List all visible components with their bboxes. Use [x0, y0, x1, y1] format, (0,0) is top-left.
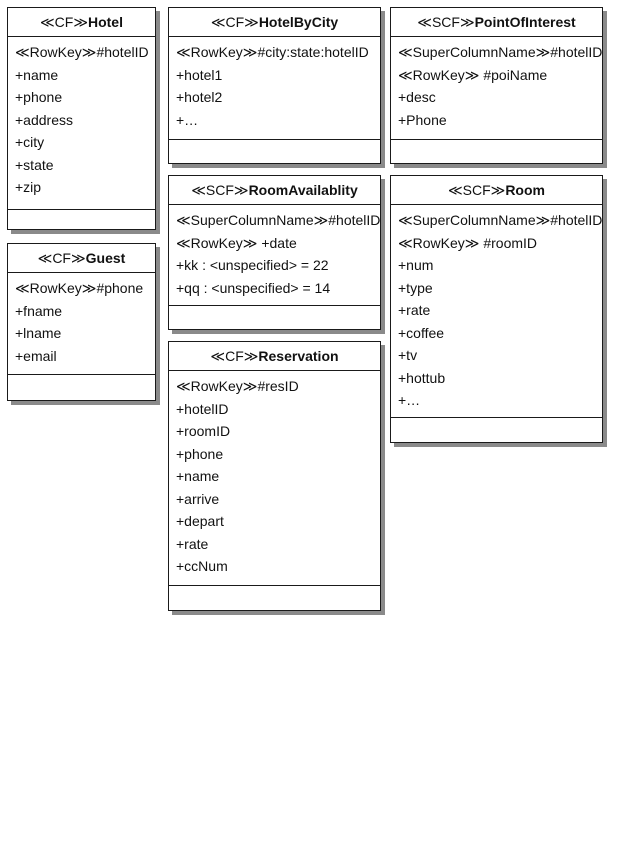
- class-box-pointofinterest: [390, 7, 603, 164]
- attribute-list-roomavailablity: [169, 205, 380, 306]
- attribute: +name: [176, 468, 220, 484]
- class-name: Room: [505, 182, 545, 198]
- class-box-reservation: [168, 341, 381, 611]
- attribute: +ccNum: [176, 558, 228, 574]
- attribute: +email: [15, 347, 57, 364]
- attribute-list-hotelbycity: [169, 37, 380, 140]
- operations-compartment: [8, 375, 155, 531]
- attribute: +qq : <unspecified> = 14: [176, 279, 331, 296]
- attribute: +roomID: [176, 423, 231, 439]
- attribute: ≪RowKey≫#resID: [176, 378, 299, 394]
- attribute-list-hotel: [8, 37, 155, 210]
- attribute: +depart: [176, 513, 224, 529]
- stereotype-label: ≪CF≫: [37, 250, 86, 266]
- class-box-hotel: [7, 7, 156, 230]
- attribute: +desc: [398, 89, 436, 105]
- attribute-list-room: [391, 205, 602, 418]
- class-box-room: [390, 175, 603, 443]
- class-name: Reservation: [258, 348, 339, 364]
- attribute: ≪RowKey≫#city:state:hotelID: [176, 44, 369, 60]
- stereotype-label: ≪CF≫: [40, 14, 88, 30]
- attribute: +…: [398, 392, 421, 408]
- class-title-hotelbycity: [169, 8, 380, 37]
- attribute: +name: [15, 66, 59, 83]
- attribute: +rate: [176, 535, 209, 552]
- attribute: +…: [176, 111, 199, 128]
- attribute: ≪RowKey≫ #roomID: [398, 234, 538, 251]
- attribute: ≪RowKey≫#hotelID: [15, 44, 149, 60]
- attribute: ≪SuperColumnName≫#hotelID: [176, 212, 380, 228]
- class-title-pointofinterest: [391, 8, 602, 37]
- stereotype-label: ≪CF≫: [210, 14, 259, 30]
- attribute-list-reservation: [169, 371, 380, 586]
- class-box-roomavailablity: [168, 175, 381, 330]
- attribute: +state: [15, 156, 54, 173]
- attribute: +tv: [398, 347, 418, 363]
- class-box-hotelbycity: [168, 7, 381, 164]
- stereotype-label: ≪SCF≫: [191, 182, 249, 198]
- class-name: Guest: [85, 250, 126, 266]
- attribute: +Phone: [398, 111, 447, 128]
- attribute: +type: [398, 279, 433, 296]
- attribute: +lname: [15, 325, 62, 341]
- attribute: ≪SuperColumnName≫#hotelID: [398, 212, 602, 228]
- attribute: ≪RowKey≫#phone: [15, 280, 144, 296]
- operations-compartment: [391, 418, 602, 684]
- attribute: +hotel2: [176, 89, 223, 105]
- attribute: +address: [15, 111, 73, 128]
- stereotype-label: ≪SCF≫: [417, 14, 475, 30]
- class-title-guest: [8, 244, 155, 273]
- attribute: ≪RowKey≫ #poiName: [398, 66, 548, 83]
- attribute: +num: [398, 257, 434, 273]
- attribute: +phone: [176, 445, 224, 462]
- class-title-reservation: [169, 342, 380, 371]
- class-name: RoomAvailablity: [248, 182, 358, 198]
- attribute: +hottub: [398, 369, 446, 386]
- stereotype-label: ≪SCF≫: [448, 182, 506, 198]
- class-title-hotel: [8, 8, 155, 37]
- attribute: +hotel1: [176, 66, 223, 83]
- attribute: ≪RowKey≫ +date: [176, 234, 297, 251]
- class-name: HotelByCity: [258, 14, 339, 30]
- operations-compartment: [169, 586, 380, 854]
- attribute: +arrive: [176, 490, 220, 507]
- attribute-list-pointofinterest: [391, 37, 602, 140]
- class-box-guest: [7, 243, 156, 401]
- class-title-roomavailablity: [169, 176, 380, 205]
- attribute: +city: [15, 134, 45, 150]
- attribute: +coffee: [398, 324, 445, 341]
- attribute: ≪SuperColumnName≫#hotelID: [398, 44, 602, 60]
- attribute: +zip: [15, 179, 42, 195]
- class-name: PointOfInterest: [474, 14, 576, 30]
- attribute: +rate: [398, 302, 431, 318]
- attribute: +hotelID: [176, 400, 229, 417]
- stereotype-label: ≪CF≫: [210, 348, 259, 364]
- class-title-room: [391, 176, 602, 205]
- attribute: +kk : <unspecified> = 22: [176, 257, 329, 273]
- attribute-list-guest: [8, 273, 155, 375]
- attribute: +phone: [15, 89, 63, 105]
- class-name: Hotel: [87, 14, 123, 30]
- attribute: +fname: [15, 302, 63, 319]
